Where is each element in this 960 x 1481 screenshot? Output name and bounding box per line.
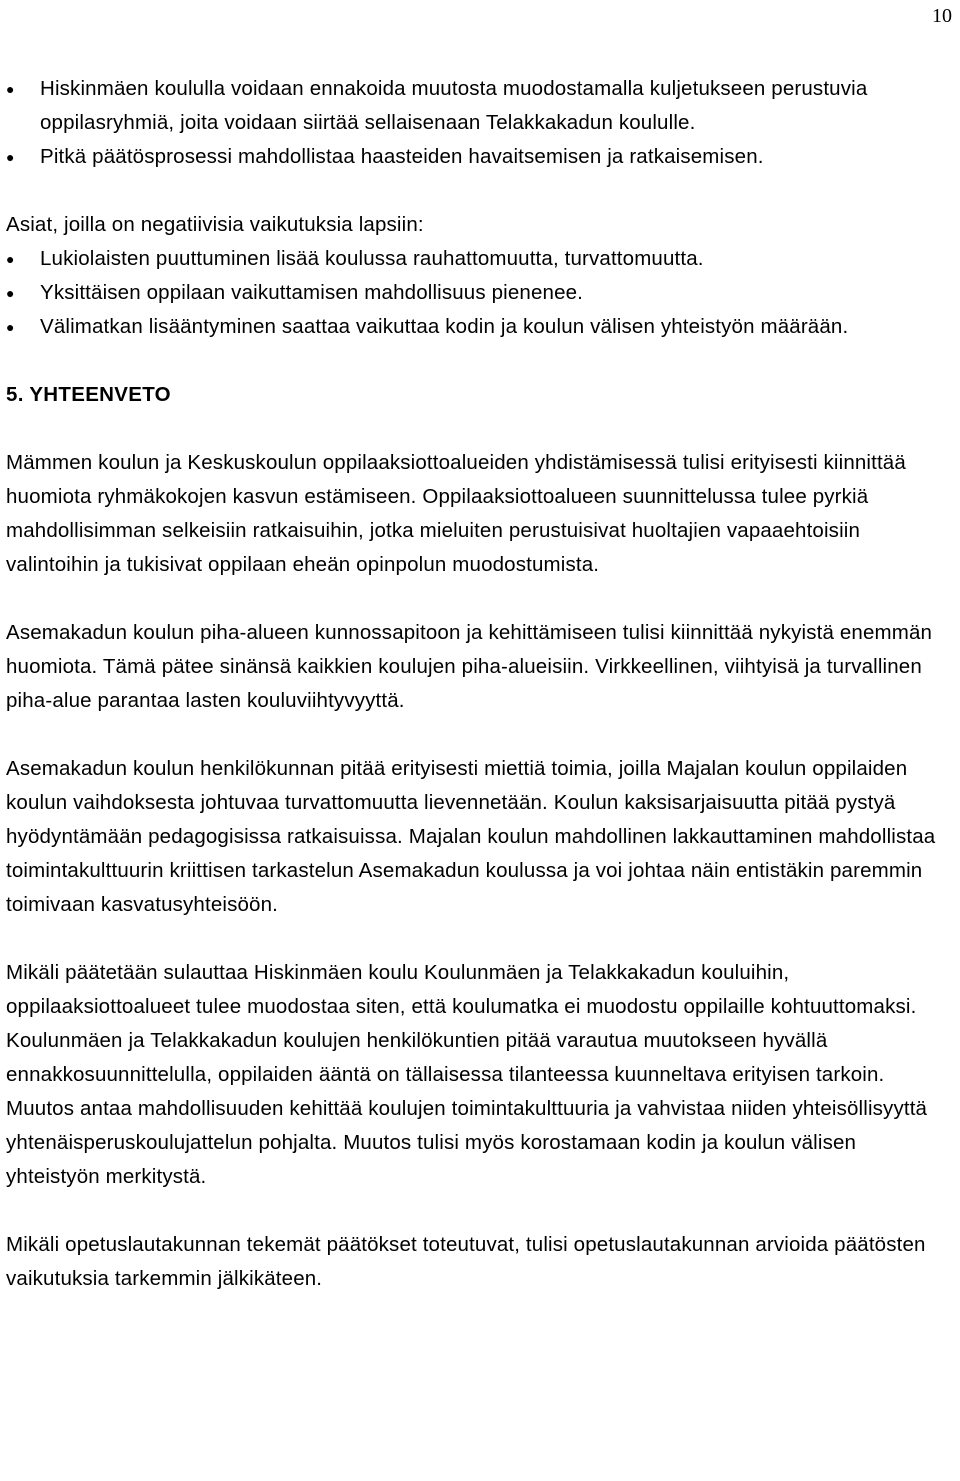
- document-body: [6, 72, 936, 1296]
- paragraph: Mikäli päätetään sulauttaa Hiskinmäen koulu Koulunmäen ja Telakkakadun kouluihin, oppilaaksiottoalueet tulee muodostaa siten, että koulumatka ei muodostu oppilaille kohtuuttomaksi. Koulunmäen ja Telakkakadun koulujen henkilökuntien pitää varautua muutokseen hyvällä ennakkosuunnittelulla, oppilaiden ääntä on tällaisessa tilanteessa kuunneltava erityisen tarkoin. Muutos antaa mahdollisuuden kehittää koulujen toimintakulttuuria ja vahvistaa niiden yhteisöllisyyttä yhtenäisperuskoulujattelun pohjalta. Muutos tulisi myös korostamaan kodin ja koulun välisen yhteistyön merkitystä.: [6, 961, 928, 1188]
- spacer: [6, 922, 936, 956]
- negative-effects-intro: Asiat, joilla on negatiivisia vaikutuksia lapsiin:: [6, 213, 424, 236]
- spacer: [6, 412, 936, 446]
- list-item-text: Yksittäisen oppilaan vaikuttamisen mahdollisuus pienenee.: [40, 281, 584, 304]
- bullet-icon: [6, 140, 40, 174]
- spacer: [6, 582, 936, 616]
- list-item: [6, 72, 936, 140]
- bullet-list-negative: [6, 242, 936, 344]
- bullet-icon: [6, 72, 40, 106]
- list-item: [6, 140, 936, 174]
- list-item: [6, 242, 936, 276]
- bullet-list-top: [6, 72, 936, 174]
- spacer: [6, 344, 936, 378]
- paragraph: Mikäli opetuslautakunnan tekemät päätökset toteutuvat, tulisi opetuslautakunnan arvioida päätösten vaikutuksia tarkemmin jälkikäteen.: [6, 1233, 926, 1290]
- bullet-icon: [6, 310, 40, 344]
- page-number: 10: [932, 5, 952, 27]
- bullet-icon: [6, 242, 40, 276]
- bullet-icon: [6, 276, 40, 310]
- list-item: [6, 310, 936, 344]
- spacer: [6, 1194, 936, 1228]
- section-heading: 5. YHTEENVETO: [6, 383, 171, 406]
- list-item-text: Välimatkan lisääntyminen saattaa vaikuttaa kodin ja koulun välisen yhteistyön määrään.: [40, 315, 849, 338]
- spacer: [6, 174, 936, 208]
- list-item-text: Lukiolaisten puuttuminen lisää koulussa rauhattomuutta, turvattomuutta.: [40, 247, 704, 270]
- list-item-text: Hiskinmäen koululla voidaan ennakoida muutosta muodostamalla kuljetukseen perustuvia oppilasryhmiä, joita voidaan siirtää sellaisenaan Telakkakadun koululle.: [40, 77, 868, 134]
- spacer: [6, 718, 936, 752]
- paragraph: Asemakadun koulun piha-alueen kunnossapitoon ja kehittämiseen tulisi kiinnittää nykyistä enemmän huomiota. Tämä pätee sinänsä kaikkien koulujen piha-alueisiin. Virkkeellinen, viihtyisä ja turvallinen piha-alue parantaa lasten kouluviihtyvyyttä.: [6, 621, 933, 712]
- paragraph: Mämmen koulun ja Keskuskoulun oppilaaksiottoalueiden yhdistämisessä tulisi erityisesti kiinnittää huomiota ryhmäkokojen kasvun estämiseen. Oppilaaksiottoalueen suunnittelussa tulee pyrkiä mahdollisimman selkeisiin ratkaisuihin, jotka mieluiten perustuisivat huoltajien vapaaehtoisiin valintoihin ja tukisivat oppilaan eheän opinpolun muodostumista.: [6, 451, 906, 576]
- list-item-text: Pitkä päätösprosessi mahdollistaa haasteiden havaitsemisen ja ratkaisemisen.: [40, 145, 764, 168]
- paragraph: Asemakadun koulun henkilökunnan pitää erityisesti miettiä toimia, joilla Majalan koulun oppilaiden koulun vaihdoksesta johtuvaa turvattomuutta lievennetään. Koulun kaksisarjaisuutta pitää pystyä hyödyntämään pedagogisissa ratkaisuissa. Majalan koulun mahdollinen lakkauttaminen mahdollistaa toimintakulttuurin kriittisen tarkastelun Asemakadun koulussa ja voi johtaa näin entistäkin paremmin toimivaan kasvatusyhteisöön.: [6, 757, 936, 916]
- list-item: [6, 276, 936, 310]
